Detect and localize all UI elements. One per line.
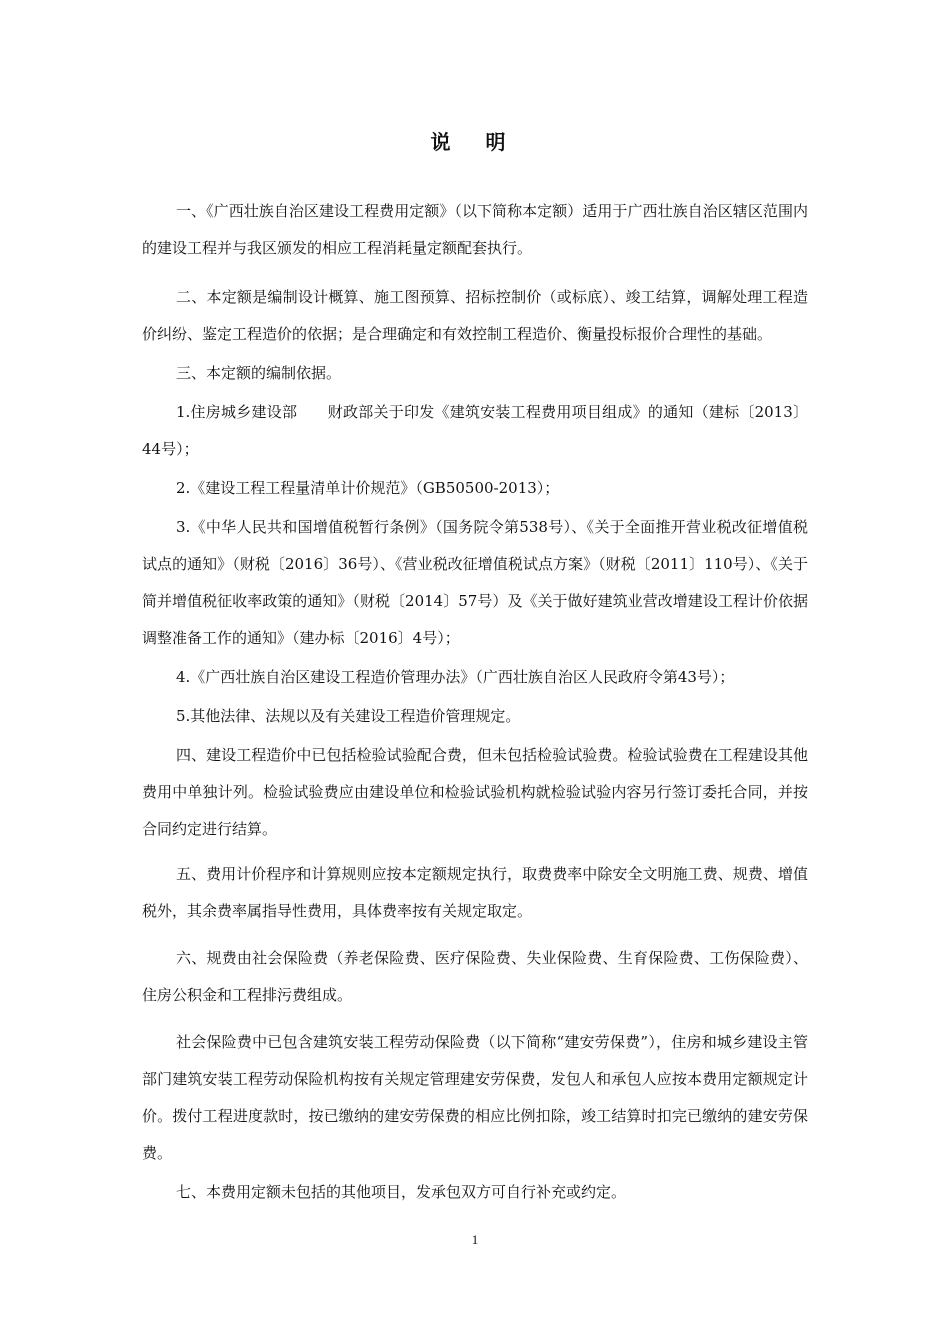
paragraph-5: 2.《建设工程工程量清单计价规范》（GB50500-2013）；: [176, 479, 560, 497]
paragraph-11: 六、规费由社会保险费（养老保险费、医疗保险费、失业保险费、生育保险费、工伤保险费）、住房公积金和工程排污费组成。: [142, 949, 808, 1004]
page-number: 1: [471, 1232, 479, 1247]
paragraph-7: 4.《广西壮族自治区建设工程造价管理办法》（广西壮族自治区人民政府令第43号）；: [176, 668, 735, 686]
paragraph-2: 二、本定额是编制设计概算、施工图预算、招标控制价（或标底）、竣工结算，调解处理工程造价纠纷、鉴定工程造价的依据；是合理确定和有效控制工程造价、衡量投标报价合理性的基础。: [142, 288, 808, 343]
paragraph-3: 三、本定额的编制依据。: [176, 364, 342, 382]
paragraph-10: 五、费用计价程序和计算规则应按本定额规定执行，取费费率中除安全文明施工费、规费、增值税外，其余费率属指导性费用，具体费率按有关规定取定。: [142, 865, 808, 920]
page-title: 说 明: [430, 130, 520, 154]
document-body: [142, 193, 808, 1211]
paragraph-4: 1.住房城乡建设部 财政部关于印发《建筑安装工程费用项目组成》的通知（建标〔2013〕44号）；: [142, 403, 808, 458]
paragraph-6: 3.《中华人民共和国增值税暂行条例》（国务院令第538号）、《关于全面推开营业税改征增值税试点的通知》（财税〔2016〕36号）、《营业税改征增值税试点方案》（财税〔2011〕110号）、《关于简并增值税征收率政策的通知》（财税〔2014〕57号）及《关于做好建筑业营改增建设工程计价依据调整准备工作的通知》（建办标〔2016〕4号）；: [142, 518, 808, 647]
paragraph-12: 社会保险费中已包含建筑安装工程劳动保险费（以下简称“建安劳保费”），住房和城乡建设主管部门建筑安装工程劳动保险机构按有关规定管理建安劳保费，发包人和承包人应按本费用定额规定计价。拨付工程进度款时，按已缴纳的建安劳保费的相应比例扣除，竣工结算时扣完已缴纳的建安劳保费。: [142, 1033, 808, 1162]
paragraph-1: 一、《广西壮族自治区建设工程费用定额》（以下简称本定额）适用于广西壮族自治区辖区范围内的建设工程并与我区颁发的相应工程消耗量定额配套执行。: [142, 202, 808, 257]
paragraph-8: 5.其他法律、法规以及有关建设工程造价管理规定。: [176, 707, 521, 725]
paragraph-9: 四、建设工程造价中已包括检验试验配合费，但未包括检验试验费。检验试验费在工程建设其他费用中单独计列。检验试验费应由建设单位和检验试验机构就检验试验内容另行签订委托合同，并按合同约定进行结算。: [142, 746, 808, 838]
paragraph-13: 七、本费用定额未包括的其他项目，发承包双方可自行补充或约定。: [176, 1183, 627, 1201]
